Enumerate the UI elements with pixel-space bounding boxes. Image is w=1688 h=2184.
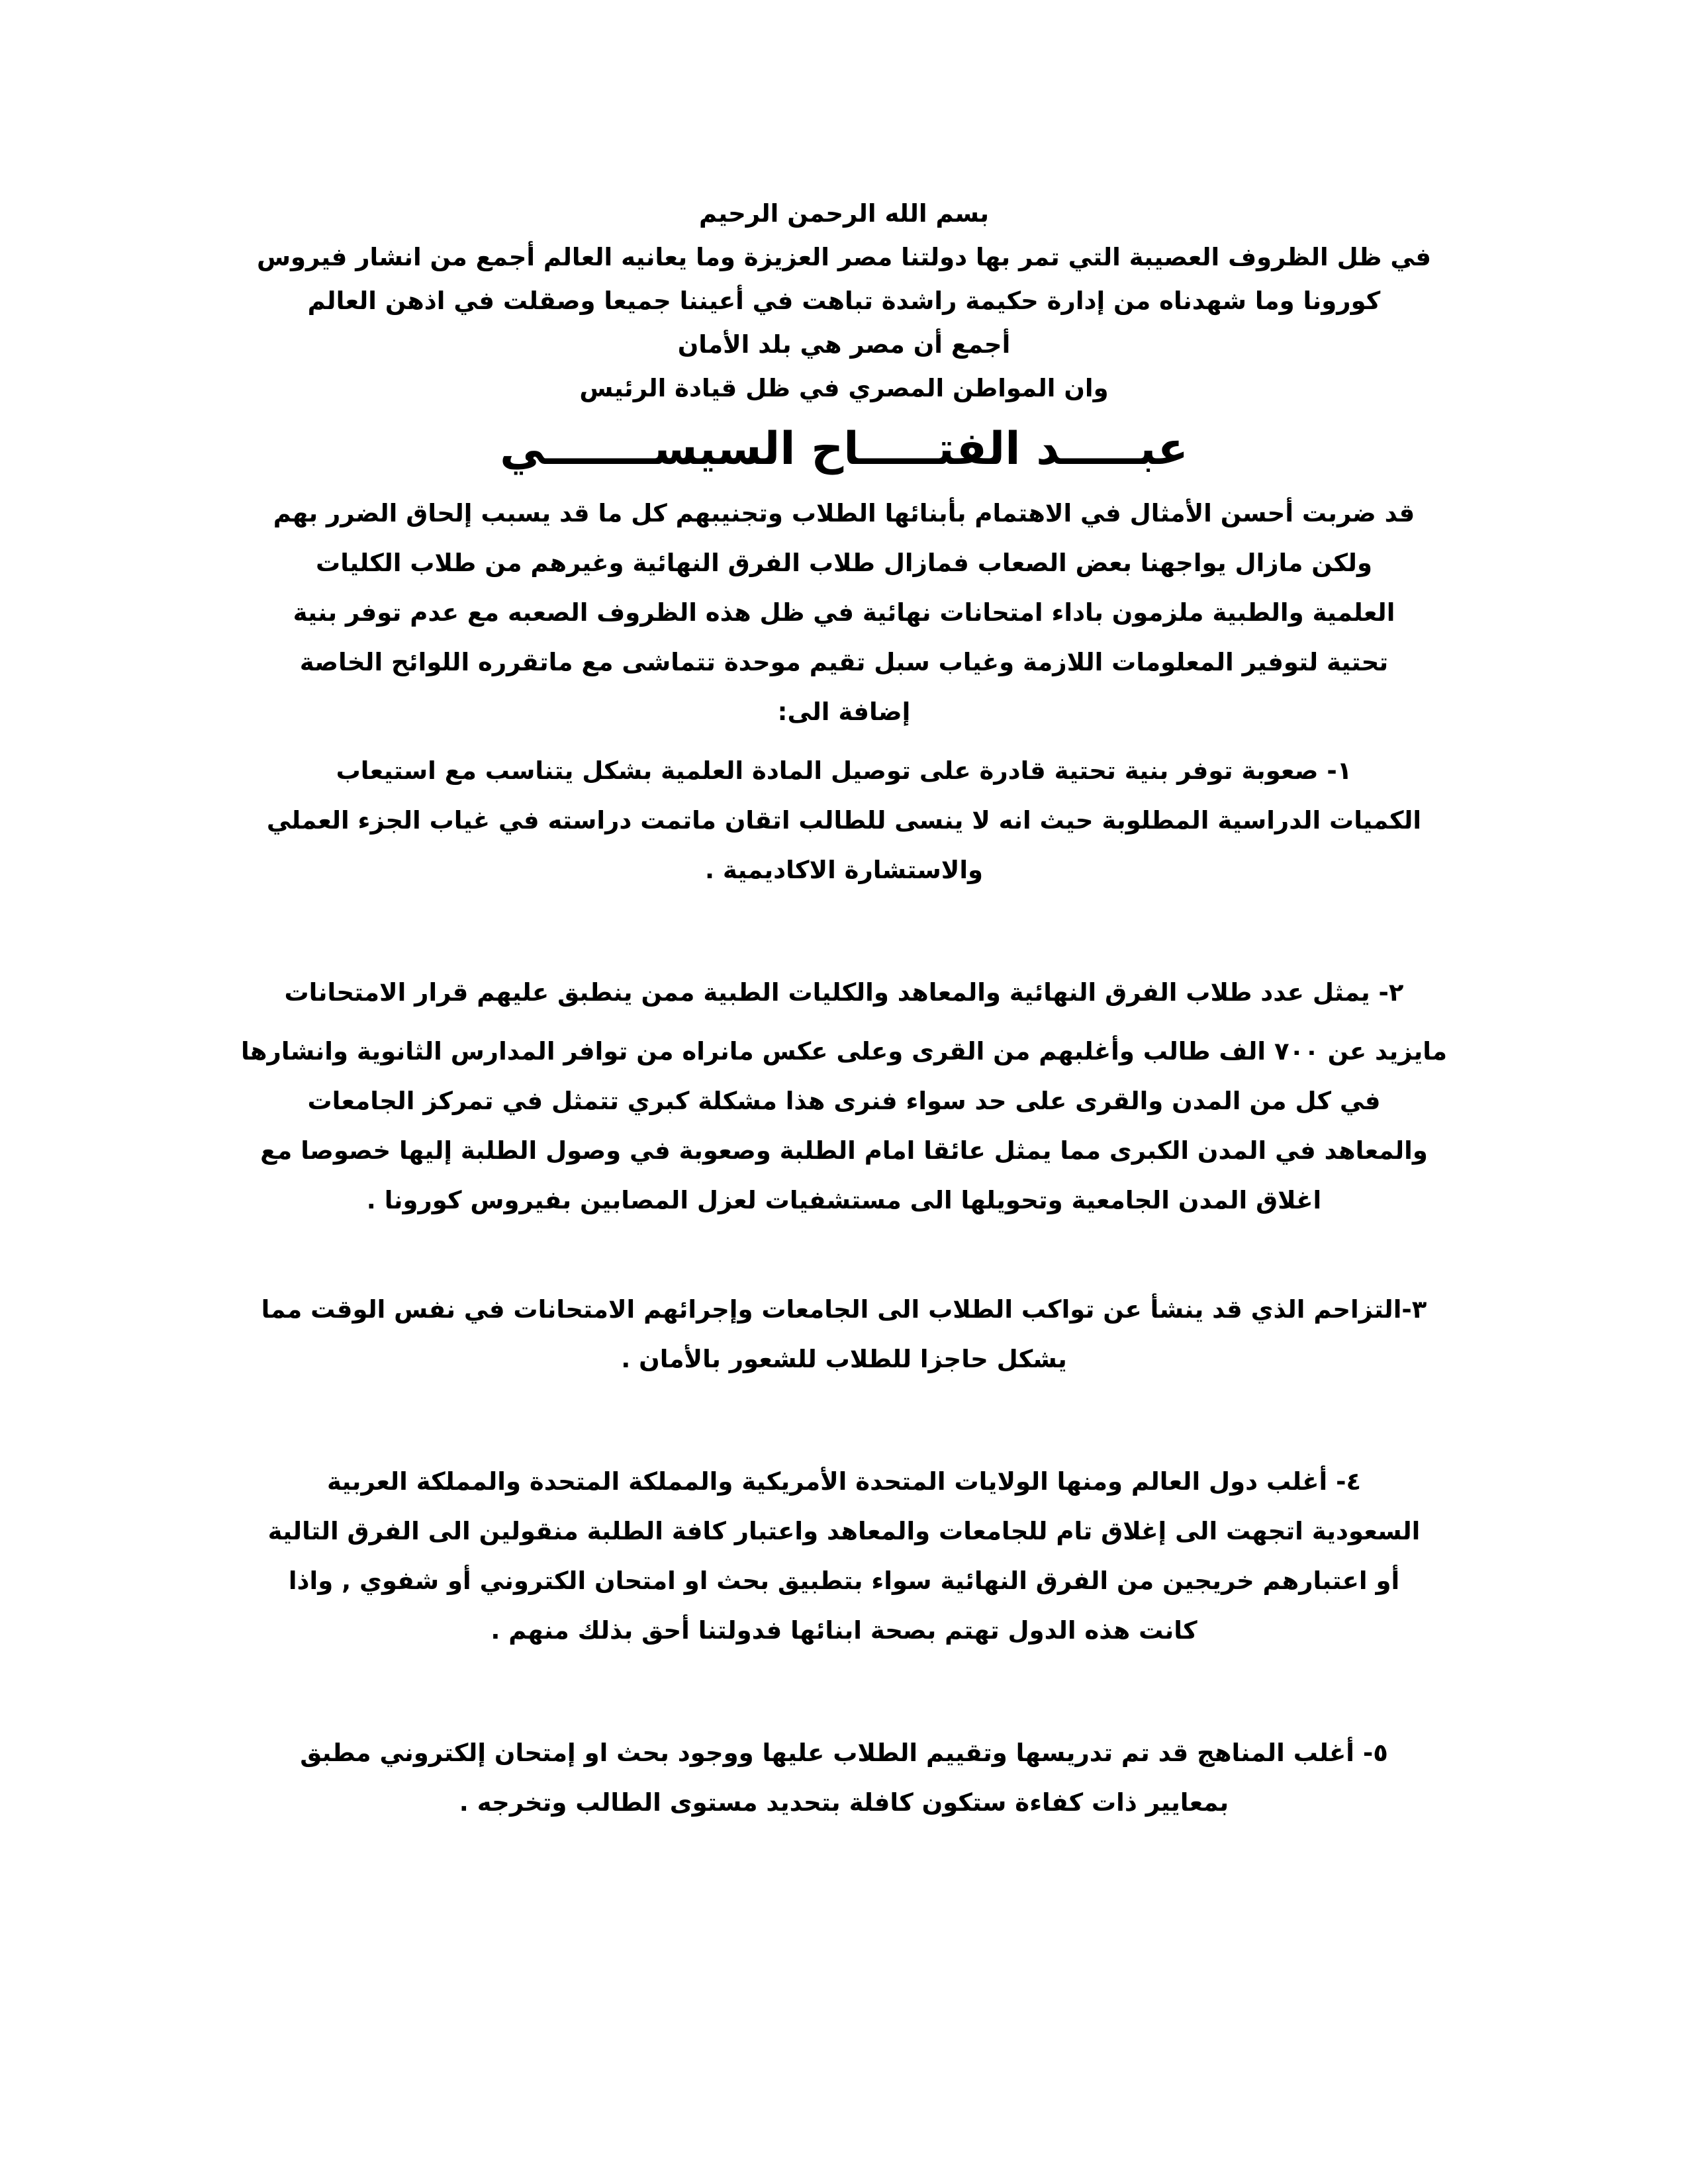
intro-line: ولكن مازال يواجهنا بعض الصعاب فمازال طلاب الفرق النهائية وغيرهم من طلاب الكليات: [316, 549, 1372, 577]
point-line: كانت هذه الدول تهتم بصحة ابنائها فدولتنا أحق بذلك منهم .: [491, 1616, 1197, 1645]
point-line: بمعايير ذات كفاءة ستكون كافلة بتحديد مستوى الطالب وتخرجه .: [459, 1788, 1229, 1817]
point-5: [199, 1728, 1489, 1827]
intro-line: العلمية والطبية ملزمون باداء امتحانات نهائية في ظل هذه الظروف الصعبه مع عدم توفر بنية: [293, 598, 1395, 627]
letter-header: [199, 192, 1489, 410]
basmala: بسم الله الرحمن الرحيم: [698, 199, 990, 228]
point-line: اغلاق المدن الجامعية وتحويلها الى مستشفيات لعزل المصابين بفيروس كورونا .: [366, 1186, 1322, 1214]
point-line: مايزيد عن ٧٠٠ الف طالب وأغلبهم من القرى وعلى عكس مانراه من توافر المدارس الثانوية وانشارها: [240, 1037, 1448, 1066]
point-line: الكميات الدراسية المطلوبة حيث انه لا ينسى للطالب اتقان ماتمت دراسته في غياب الجزء العملي: [266, 806, 1422, 835]
point-4: [199, 1457, 1489, 1655]
point-2: [199, 968, 1489, 1225]
point-line: ١- صعوبة توفر بنية تحتية قادرة على توصيل المادة العلمية بشكل يتناسب مع استيعاب: [336, 756, 1352, 785]
point-line: أو اعتبارهم خريجين من الفرق النهائية سواء بتطبيق بحث او امتحان الكتروني أو شفوي , واذا: [288, 1567, 1400, 1595]
document-page: [199, 192, 1489, 1827]
header-line: في ظل الظروف العصيبة التي تمر بها دولتنا مصر العزيزة وما يعانيه العالم أجمع من انشار فيروس: [256, 243, 1432, 271]
header-line: كورونا وما شهدناه من إدارة حكيمة راشدة تباهت في أعيننا جميعا وصقلت في اذهن العالم: [307, 287, 1381, 315]
point-line: ٥- أغلب المناهج قد تم تدريسها وتقييم الطلاب عليها ووجود بحث او إمتحان إلكتروني مطبق: [300, 1739, 1388, 1767]
point-line: السعودية اتجهت الى إغلاق تام للجامعات والمعاهد واعتبار كافة الطلبة منقولين الى الفرق التالية: [267, 1517, 1421, 1545]
intro-line: تحتية لتوفير المعلومات اللازمة وغياب سبل تقيم موحدة تتماشى مع ماتقرره اللوائح الخاصة: [299, 648, 1389, 676]
intro-paragraph: [199, 488, 1489, 737]
point-line: ٢- يمثل عدد طلاب الفرق النهائية والمعاهد والكليات الطبية ممن ينطبق عليهم قرار الامتحانات: [284, 978, 1404, 1007]
point-line: والمعاهد في المدن الكبرى مما يمثل عائقا امام الطلبة وصعوبة في وصول الطلبة إليها خصوصا مع: [260, 1136, 1428, 1165]
point-1: [199, 746, 1489, 895]
intro-line: إضافة الى:: [777, 698, 911, 726]
point-line: والاستشارة الاكاديمية .: [704, 856, 984, 884]
intro-line: قد ضربت أحسن الأمثال في الاهتمام بأبنائها الطلاب وتجنيبهم كل ما قد يسبب إلحاق الضرر بهم: [273, 499, 1415, 527]
point-3: [199, 1285, 1489, 1384]
point-line: يشكل حاجزا للطلاب للشعور بالأمان .: [621, 1345, 1067, 1373]
point-line: ٤- أغلب دول العالم ومنها الولايات المتحدة الأمريكية والمملكة المتحدة والمملكة العربية: [326, 1467, 1362, 1496]
header-line: وان المواطن المصري في ظل قيادة الرئيس: [579, 374, 1109, 402]
point-line: ٣-التزاحم الذي قد ينشأ عن تواكب الطلاب الى الجامعات وإجرائهم الامتحانات في نفس الوقت مما: [261, 1295, 1427, 1324]
header-line: أجمع أن مصر هي بلد الأمان: [677, 330, 1011, 359]
point-line: في كل من المدن والقرى على حد سواء فنرى هذا مشكلة كبري تتمثل في تمركز الجامعات: [307, 1087, 1381, 1115]
president-name: عبـــــد الفتـــــاح السيســـــــي: [500, 423, 1188, 475]
